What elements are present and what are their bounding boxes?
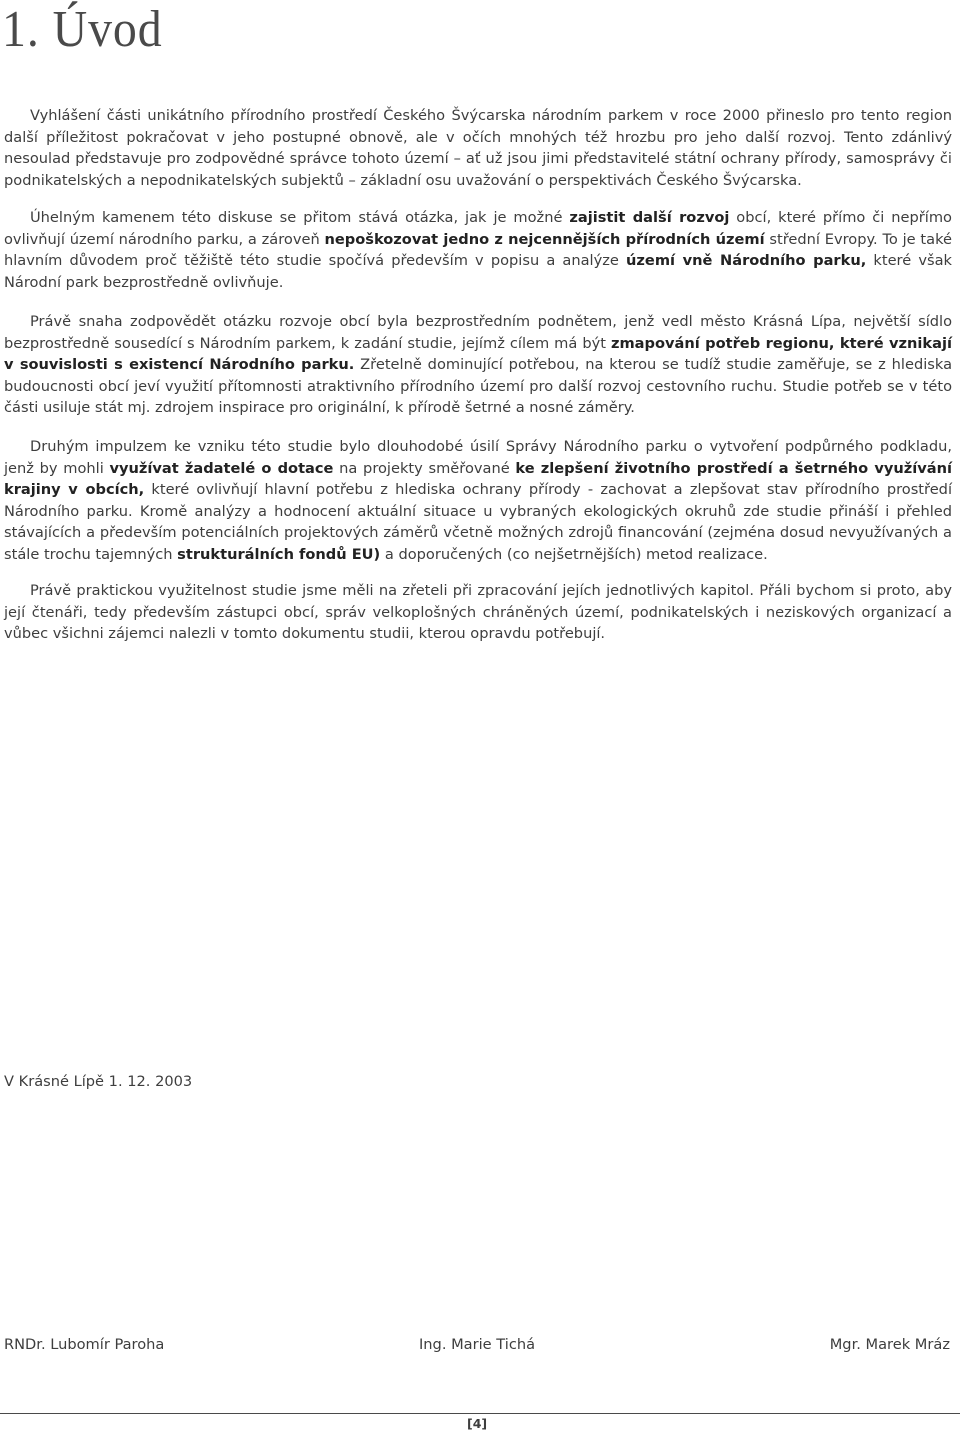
page-number: [4] bbox=[467, 1416, 488, 1431]
emphasis-text: nepoškozovat jedno z nejcennějších přírodních území bbox=[324, 230, 765, 248]
paragraph-town-motivation bbox=[4, 311, 952, 419]
text-run: které však Národní park bezprostředně ovlivňuje. bbox=[4, 252, 952, 291]
text-run: Vyhlášení části unikátního přírodního prostředí Českého Švýcarska národním parkem v roce 2000 přineslo pro tento region další příležitost pokračovat v jeho postupné obnově, ale v očích mnohých též hrozbu pro jeho další rozvoj. Tento zdánlivý nesoulad představuje pro zodpovědné správce tohoto území – ať už jsou jimi představitelé státní ochrany přírody, samosprávy či podnikatelských a nepodnikatelských subjektů – základní osu uvažování o perspektivách Českého Švýcarska. bbox=[4, 107, 952, 189]
paragraph-text bbox=[4, 580, 952, 645]
place-and-date: V Krásné Lípě 1. 12. 2003 bbox=[4, 1073, 193, 1090]
text-run: na projekty směřované bbox=[333, 459, 516, 477]
paragraph-text bbox=[4, 311, 952, 419]
text-run: Úhelným kamenem této diskuse se přitom stává otázka, jak je možné bbox=[30, 209, 570, 226]
signature-row bbox=[4, 1336, 950, 1360]
paragraph-key-question bbox=[4, 207, 952, 293]
paragraph-text bbox=[4, 105, 952, 191]
emphasis-text: zajistit další rozvoj bbox=[569, 209, 730, 226]
emphasis-text: využívat žadatelé o dotace bbox=[109, 459, 334, 477]
text-run: a doporučených (co nejšetrnějších) metod realizace. bbox=[380, 545, 768, 563]
paragraph-text bbox=[4, 436, 952, 565]
text-run: Zřetelně dominující potřebou, na kterou se tudíž studie zaměřuje, se z hlediska budoucnosti obcí jeví využití přítomnosti atraktivního přírodního území pro další rozvoj cestovního ruchu. Studie potřeb se v této části usiluje stát mj. zdrojem inspirace pro originální, k přírodě šetrné a nosné záměry. bbox=[4, 356, 953, 416]
paragraph-second-impulse bbox=[4, 436, 952, 565]
text-run: střední Evropy. To je také hlavním důvodem proč těžiště této studie spočívá především v popisu a analýze bbox=[4, 230, 953, 269]
paragraph-text bbox=[4, 207, 952, 293]
emphasis-text: území vně Národního parku, bbox=[626, 252, 867, 269]
paragraph-closing bbox=[4, 580, 952, 645]
signature-author-1: RNDr. Lubomír Paroha bbox=[4, 1336, 165, 1353]
signature-author-2: Ing. Marie Tichá bbox=[419, 1336, 536, 1353]
text-run: obcí, které přímo či nepřímo ovlivňují území národního parku, a zároveň bbox=[4, 209, 952, 248]
text-run: Právě snaha zodpovědět otázku rozvoje obcí byla bezprostředním podnětem, jenž vedl město Krásná Lípa, největší sídlo bezprostředně sousedící s Národním parkem, k zadání studie, jejímž cílem má být bbox=[4, 313, 952, 352]
page-title: 1. Úvod bbox=[2, 1, 163, 58]
footer-divider bbox=[0, 1413, 960, 1414]
emphasis-text: strukturálních fondů EU) bbox=[177, 545, 381, 563]
emphasis-text: zmapování potřeb regionu, které vznikají v souvislosti s existencí Národního parku. bbox=[4, 334, 952, 373]
text-run: které ovlivňují hlavní potřebu z hlediska ochrany přírody - zachovat a zlepšovat stav přírodního prostředí Národního parku. Kromě analýzy a hodnocení aktuální situace u vybraných ekologických okruhů zde studie přináší i přehled stávajících a především potenciálních projektových záměrů včetně možných zdrojů financování (zejména dosud nevyužívaných a stále trochu tajemných bbox=[4, 481, 952, 563]
signature-author-3: Mgr. Marek Mráz bbox=[829, 1336, 950, 1353]
text-run: Právě praktickou využitelnost studie jsme měli na zřeteli při zpracování jejích jednotlivých kapitol. Přáli bychom si proto, aby její čtenáři, tedy především zástupci obcí, správ velkoplošných chráněných území, podnikatelských i neziskových organizací a vůbec všichni zájemci nalezli v tomto dokumentu studii, kterou opravdu potřebují. bbox=[4, 582, 952, 642]
text-run: Druhým impulzem ke vzniku této studie bylo dlouhodobé úsilí Správy Národního parku o vytvoření podpůrného podkladu, jenž by mohli bbox=[4, 438, 952, 477]
paragraph-intro bbox=[4, 105, 952, 191]
emphasis-text: ke zlepšení životního prostředí a šetrného využívání krajiny v obcích, bbox=[4, 459, 952, 498]
